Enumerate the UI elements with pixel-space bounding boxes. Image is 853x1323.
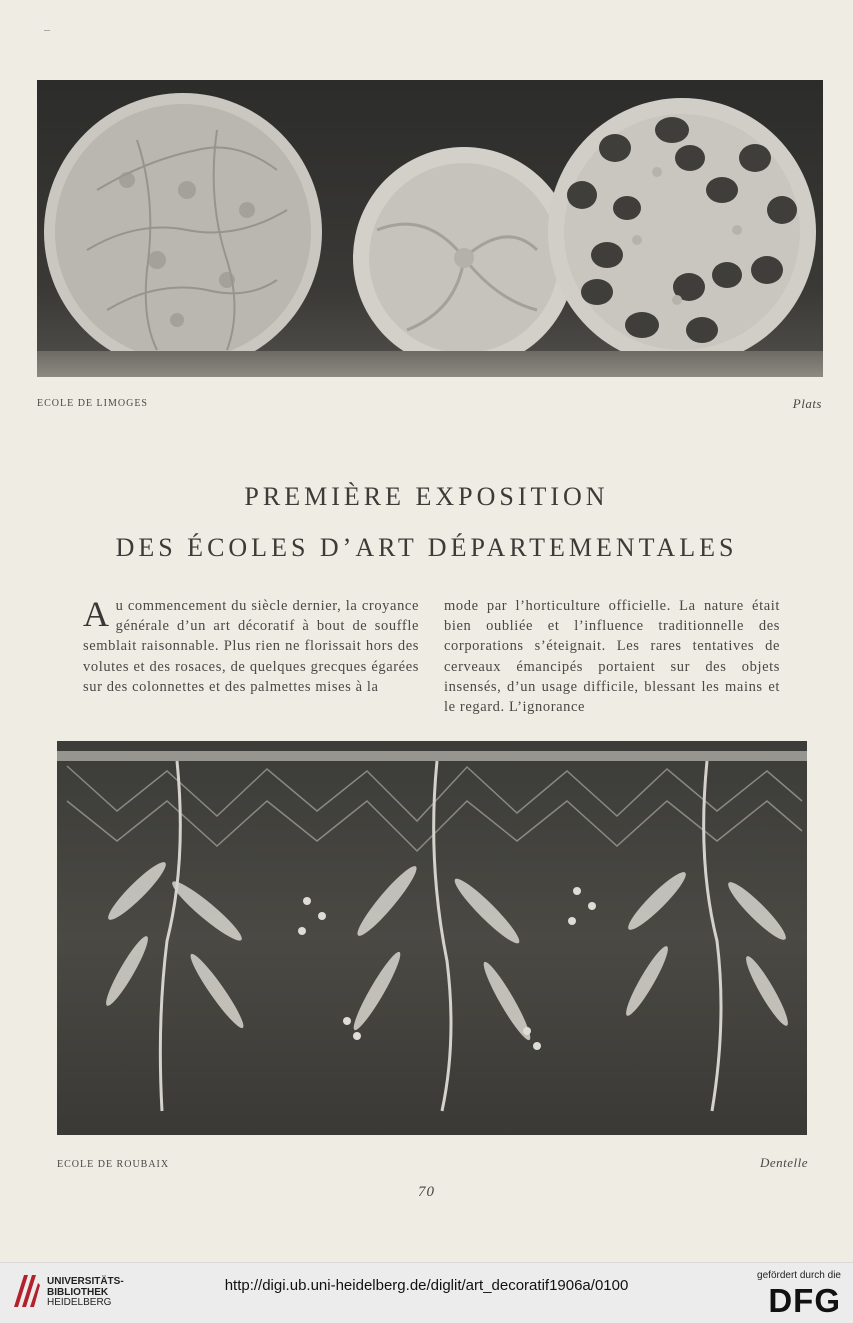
institution-line-3: HEIDELBERG [47,1297,112,1308]
body-column-1-text: u commencement du siècle dernier, la croyance générale d’un art décoratif à bout de souffle semblait raisonnable. Plus rien ne florissait hors des volutes et des rosaces, de quelques grecques égarées sur des colonnettes et des palmettes mises à la [83,598,419,695]
top-figure-caption-right: Plats [792,396,822,411]
body-column-2-text: mode par l’horticulture officielle. La nature était bien oubliée et l’influence traditionnelle des corporations s’éteignait. Les rares tentatives de cerveaux émancipés portaient sur des objets insensés, d’un usage difficile, blessant les mains et le regard. L’ignorance [444,598,780,716]
right-plate [548,98,816,366]
institution-line-1: UNIVERSITÄTS- [47,1276,124,1287]
funded-by-label: gefördert durch die [757,1270,841,1281]
dfg-logo[interactable]: DFG [768,1282,841,1319]
top-figure-caption-left: ECOLE DE LIMOGES [37,398,148,409]
page-mark [44,30,50,31]
footer-bar [0,1262,853,1323]
plates-photograph [37,80,823,377]
title-line-2: DES ÉCOLES D’ART DÉPARTEMENTALES [115,533,738,562]
dropcap: A [83,594,110,634]
lace-photograph [57,741,807,1135]
lace-illustration [57,741,807,1135]
shelf [37,351,823,377]
document-url-link[interactable]: http://digi.ub.uni-heidelberg.de/diglit/art_decoratif1906a/0100 [224,1277,629,1294]
page-number: 70 [418,1184,435,1200]
institution-line-2: BIBLIOTHEK [47,1286,109,1298]
plates-illustration [37,80,823,377]
body-column-2 [444,596,780,717]
bottom-figure-caption-left: ECOLE DE ROUBAIX [57,1159,170,1170]
bottom-figure-caption-right: Dentelle [759,1155,808,1170]
left-plate [44,93,322,371]
middle-plate [353,147,575,369]
body-column-1 [83,596,419,697]
title-line-1: PREMIÈRE EXPOSITION [244,482,609,511]
